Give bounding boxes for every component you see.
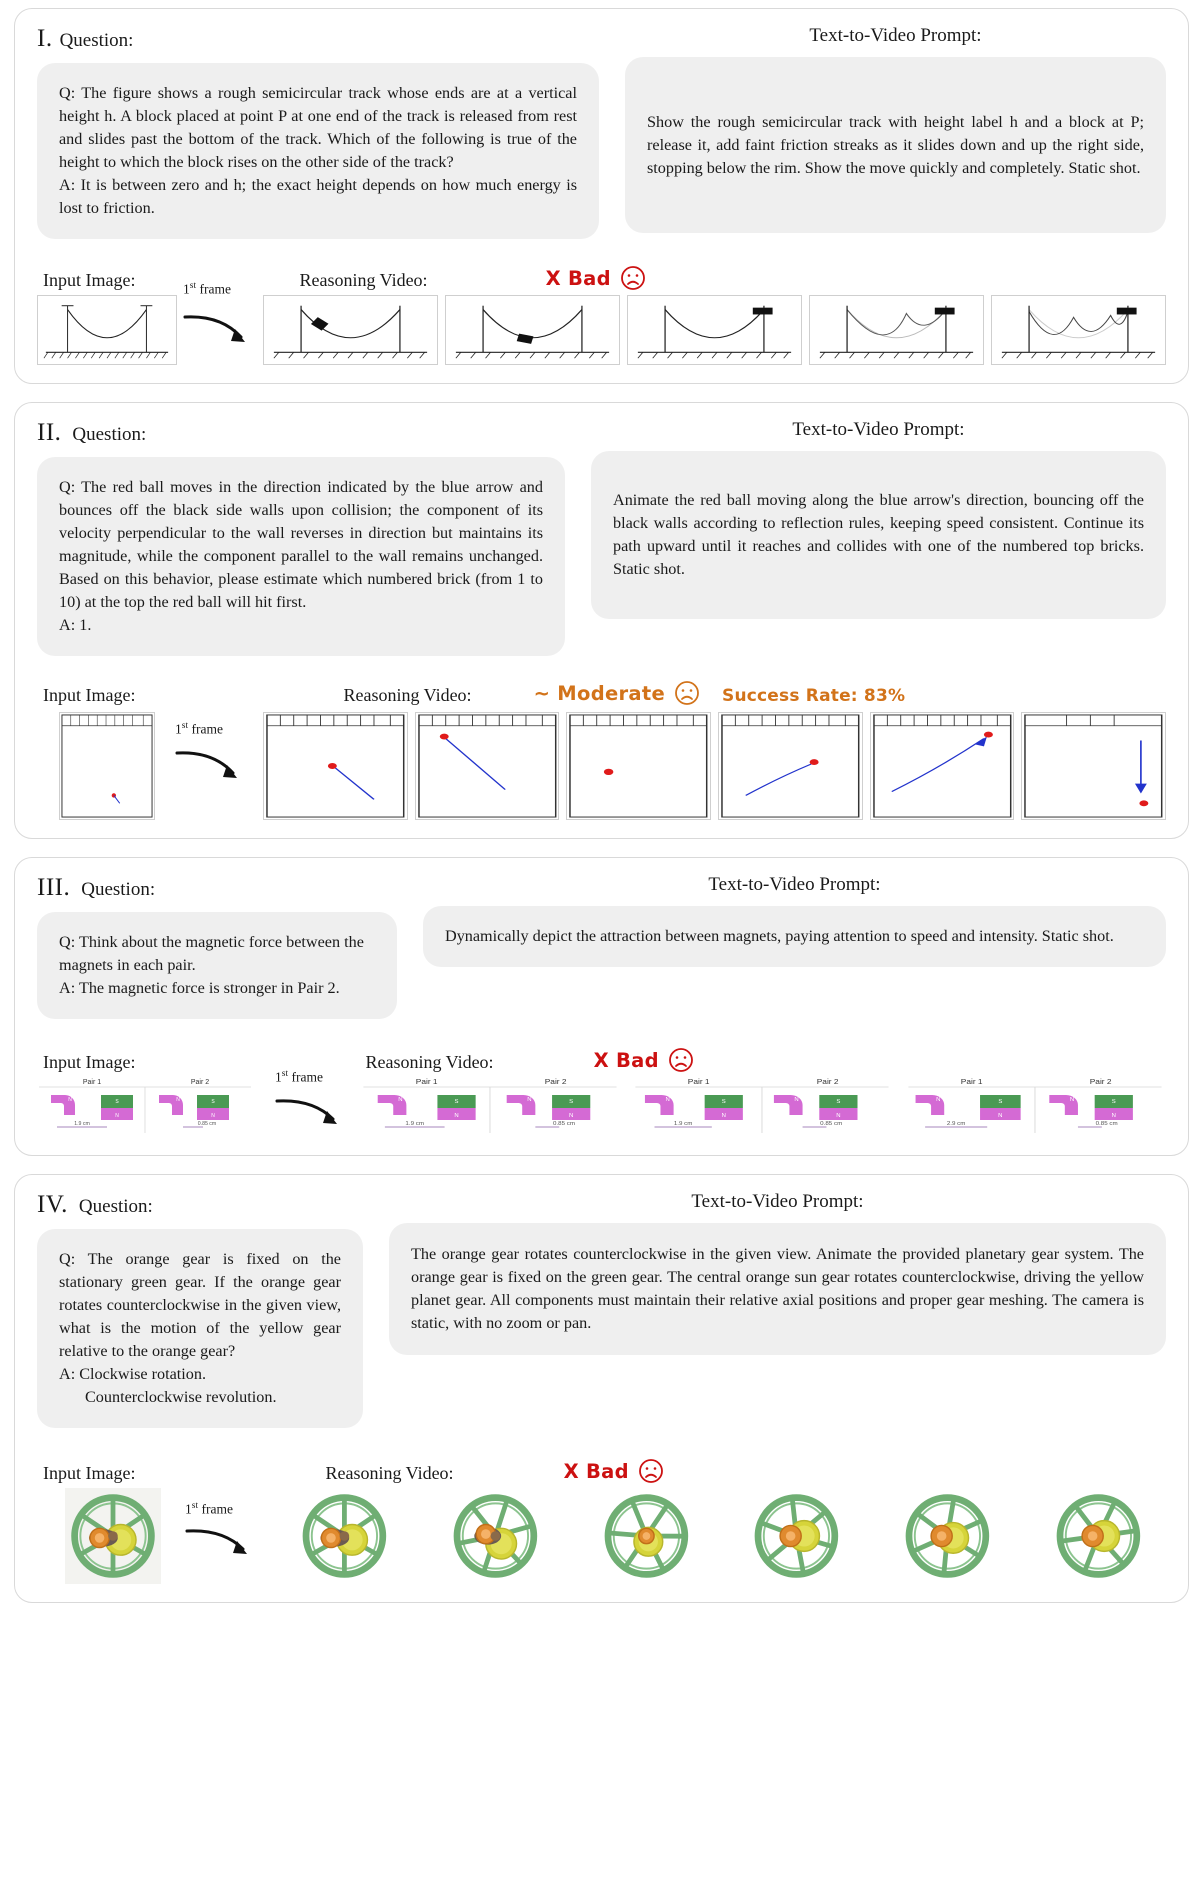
svg-text:Pair 1: Pair 1 [688, 1077, 710, 1086]
section-3-heading [37, 874, 397, 902]
frame3-svg-1 [361, 1075, 621, 1137]
reasoning-video-label: Reasoning Video: [299, 270, 428, 290]
frame3-svg-2 [633, 1075, 893, 1137]
input-image-label: Input Image: [43, 270, 136, 290]
svg-text:Pair 2: Pair 2 [1089, 1077, 1112, 1086]
svg-text:N: N [1069, 1097, 1074, 1103]
curved-arrow-icon [169, 735, 255, 797]
pair2-caption: Pair 2 [190, 1079, 210, 1086]
svg-text:S: S [569, 1099, 574, 1105]
section-card-4 [14, 1174, 1189, 1603]
video-frame [880, 1488, 1015, 1584]
reasoning-video-label: Reasoning Video: [325, 1463, 454, 1483]
video-frame [906, 1075, 1166, 1137]
sad-face-icon [668, 1047, 694, 1073]
svg-text:N: N [176, 1097, 180, 1103]
section-4-media-row [37, 1488, 1166, 1584]
svg-text:0.85 cm: 0.85 cm [552, 1121, 576, 1127]
frame4-svg-6 [1031, 1488, 1166, 1584]
neutral-sad-face-icon [674, 680, 700, 706]
svg-text:N: N [721, 1113, 727, 1119]
video-frame [633, 1075, 893, 1137]
input-image-thumb-4 [65, 1488, 161, 1584]
section-card-3 [14, 857, 1189, 1156]
section-card-2 [14, 402, 1189, 839]
svg-text:Pair 2: Pair 2 [817, 1077, 839, 1086]
prompt-text: Dynamically depict the attraction between magnets, paying attention to speed and intensity. Static shot. [445, 927, 1114, 945]
section-numeral: II. [37, 419, 62, 446]
question-bubble-1 [37, 63, 599, 239]
section-3-media-row [37, 1069, 1166, 1137]
section-1-media-row [37, 281, 1166, 365]
svg-text:N: N [454, 1113, 459, 1119]
pair1-caption: Pair 1 [82, 1079, 102, 1086]
rating-text: ~ Moderate [533, 681, 665, 705]
first-frame-label: 1st frame [185, 1501, 233, 1517]
input-image-label: Input Image: [43, 1052, 136, 1072]
svg-text:Pair 2: Pair 2 [544, 1077, 567, 1086]
video-frame [415, 712, 560, 820]
svg-text:0.85 cm: 0.85 cm [1095, 1121, 1118, 1127]
video-frame [729, 1488, 864, 1584]
question-text: Q: The figure shows a rough semicircular track whose ends are at a vertical height h. A block placed at point P at one end of the track is released from rest and slides past the bottom of the track. Which of the following is true of the height to which the block rises on the other side of the track? [59, 84, 577, 171]
frame2-svg-2 [416, 713, 559, 819]
svg-text:N: N [115, 1113, 119, 1119]
frame2-svg-3 [567, 713, 710, 819]
video-frame [361, 1075, 621, 1137]
first-frame-label: 1st frame [183, 281, 231, 297]
video-frame [277, 1488, 412, 1584]
svg-text:0.85 cm: 0.85 cm [820, 1121, 843, 1127]
video-frame [718, 712, 863, 820]
prompt-bubble-1 [625, 57, 1166, 233]
svg-text:1.9 cm: 1.9 cm [674, 1121, 693, 1127]
frame2-svg-6 [1022, 713, 1165, 819]
input-image-label: Input Image: [43, 1463, 136, 1483]
svg-text:S: S [1111, 1099, 1116, 1105]
video-frame [263, 712, 408, 820]
svg-text:N: N [794, 1097, 800, 1103]
section-numeral: III. [37, 874, 71, 901]
question-text: Q: Think about the magnetic force between the magnets in each pair. [59, 933, 364, 974]
svg-text:N: N [527, 1097, 532, 1103]
svg-text:N: N [569, 1113, 574, 1119]
first-frame-label: 1st frame [175, 721, 223, 737]
section-2-media-row [37, 712, 1166, 820]
question-bubble-4 [37, 1229, 363, 1428]
prompt-title: Text-to-Video Prompt: [708, 874, 881, 895]
section-4-heading [37, 1191, 363, 1219]
question-text: Q: The red ball moves in the direction indicated by the blue arrow and bounces off the black side walls upon collision; the component of its velocity perpendicular to the wall reverses in direction but maintains its magnitude, while the component parallel to the wall remains unchanged. Based on this behavior, please estimate which numbered brick (from 1 to 10) at the top the red ball will hit first. [59, 478, 543, 611]
reasoning-frames-2 [263, 712, 1166, 820]
frame-svg-1 [264, 296, 437, 364]
section-2-heading [37, 419, 565, 447]
svg-text:N: N [997, 1113, 1003, 1119]
section-2-media-header [37, 672, 1166, 706]
frame4-svg-2 [428, 1488, 563, 1584]
svg-text:2.9 cm: 2.9 cm [946, 1121, 966, 1127]
input-image-thumb-3 [37, 1075, 255, 1137]
reasoning-video-label: Reasoning Video: [343, 685, 472, 705]
reasoning-frames-1 [263, 295, 1166, 365]
frame-svg-3 [628, 296, 801, 364]
first-frame-arrow-2 [169, 721, 255, 797]
rating-badge-1 [546, 265, 646, 291]
svg-text:N: N [665, 1097, 671, 1103]
video-frame [428, 1488, 563, 1584]
input-image-label: Input Image: [43, 685, 136, 705]
frame2-svg-5 [871, 713, 1014, 819]
prompt-text: The orange gear rotates counterclockwise in the given view. Animate the provided planetary gear system. The orange gear is fixed on the green gear. The central orange sun gear rotates counterclockwise, driving the yellow planet gear. All components must maintain their relative axial positions and proper gear meshing. The camera is static, with no zoom or pan. [411, 1245, 1144, 1332]
section-3-top [37, 874, 1166, 1019]
reasoning-video-label: Reasoning Video: [365, 1052, 494, 1072]
first-frame-arrow-3 [269, 1069, 355, 1137]
rating-text: X Bad [563, 1459, 629, 1483]
frame-svg-4 [810, 296, 983, 364]
section-1-top [37, 25, 1166, 239]
first-frame-label: 1st frame [275, 1069, 323, 1085]
video-frame [566, 712, 711, 820]
video-frame [627, 295, 802, 365]
frame4-svg-4 [729, 1488, 864, 1584]
video-frame [579, 1488, 714, 1584]
rating-text: X Bad [545, 266, 611, 290]
input-image-thumb-2 [59, 712, 155, 820]
question-label: Question: [59, 30, 134, 51]
frame2-svg-4 [719, 713, 862, 819]
answer-text: A: Clockwise rotation. [59, 1365, 207, 1383]
frame4-svg-1 [277, 1488, 412, 1584]
section-2-top [37, 419, 1166, 656]
svg-text:S: S [211, 1099, 215, 1105]
frame2-svg-1 [264, 713, 407, 819]
prompt-title: Text-to-Video Prompt: [809, 25, 982, 46]
section-numeral: I. [37, 25, 53, 52]
prompt-text: Show the rough semicircular track with height label h and a block at P; release it, add faint friction streaks as it slides down and up the right side, stopping below the rim. Show the move quickly and completely. Static shot. [647, 112, 1144, 177]
video-frame [263, 295, 438, 365]
frame4-svg-5 [880, 1488, 1015, 1584]
svg-text:1.9 cm: 1.9 cm [405, 1121, 425, 1127]
video-frame [870, 712, 1015, 820]
frame4-svg-3 [579, 1488, 714, 1584]
success-rate-text: Success Rate: 83% [722, 686, 906, 706]
rating-badge-3 [594, 1047, 694, 1073]
section-numeral: IV. [37, 1191, 68, 1218]
svg-text:N: N [68, 1097, 72, 1103]
svg-text:1.9 cm: 1.9 cm [74, 1121, 90, 1127]
frame3-svg-3 [906, 1075, 1166, 1137]
semicircular-track-input-svg [38, 296, 176, 364]
first-frame-arrow-4 [179, 1501, 265, 1567]
rating-badge-4 [564, 1458, 664, 1484]
input-image-thumb-1 [37, 295, 177, 365]
svg-text:N: N [1111, 1113, 1116, 1119]
svg-text:0.85 cm: 0.85 cm [197, 1121, 217, 1127]
prompt-bubble-3 [423, 906, 1166, 967]
prompt-bubble-4 [389, 1223, 1166, 1355]
svg-text:S: S [454, 1099, 459, 1105]
reasoning-frames-3 [361, 1075, 1166, 1137]
planetary-gear-input-svg [65, 1488, 161, 1584]
svg-text:N: N [836, 1113, 841, 1119]
question-bubble-3 [37, 912, 397, 1019]
reasoning-frames-4 [277, 1488, 1166, 1584]
svg-text:Pair 1: Pair 1 [415, 1077, 438, 1086]
svg-text:S: S [722, 1099, 727, 1105]
question-text: Q: The orange gear is fixed on the stationary green gear. If the orange gear rotates counterclockwise in the given view, what is the motion of the yellow gear relative to the orange gear? [59, 1250, 341, 1360]
frame-svg-5 [992, 296, 1165, 364]
svg-text:N: N [398, 1097, 403, 1103]
svg-text:N: N [211, 1113, 215, 1119]
section-4-media-header [37, 1450, 1166, 1484]
svg-text:S: S [115, 1099, 119, 1105]
magnet-pairs-input-svg [37, 1075, 255, 1137]
svg-text:N: N [935, 1097, 941, 1103]
video-frame [809, 295, 984, 365]
prompt-title: Text-to-Video Prompt: [691, 1191, 864, 1212]
question-bubble-2 [37, 457, 565, 656]
ball-box-input-svg [60, 713, 154, 819]
prompt-title: Text-to-Video Prompt: [792, 419, 965, 440]
question-label: Question: [72, 424, 147, 445]
video-frame [445, 295, 620, 365]
sad-face-icon [638, 1458, 664, 1484]
rating-text: X Bad [593, 1048, 659, 1072]
curved-arrow-icon [177, 299, 263, 361]
question-label: Question: [81, 879, 156, 900]
answer-text: A: The magnetic force is stronger in Pair 2. [59, 979, 340, 997]
section-card-1 [14, 8, 1189, 384]
section-4-top [37, 1191, 1166, 1428]
prompt-text: Animate the red ball moving along the blue arrow's direction, bouncing off the black walls according to reflection rules, keeping speed consistent. Continue its path upward until it reaches and collides with one of the numbered top bricks. Static shot. [613, 491, 1144, 578]
section-3-media-header [37, 1039, 1166, 1073]
svg-text:Pair 1: Pair 1 [960, 1077, 983, 1086]
sad-face-icon [620, 265, 646, 291]
question-label: Question: [78, 1196, 153, 1217]
svg-text:S: S [998, 1099, 1002, 1105]
video-frame [1031, 1488, 1166, 1584]
answer-text: A: It is between zero and h; the exact height depends on how much energy is lost to friction. [59, 176, 577, 217]
rating-badge-2 [534, 680, 700, 706]
frame-svg-2 [446, 296, 619, 364]
answer-extra-text: Counterclockwise revolution. [85, 1388, 277, 1406]
prompt-bubble-2 [591, 451, 1166, 619]
video-frame [991, 295, 1166, 365]
section-1-heading [37, 25, 599, 53]
svg-text:S: S [836, 1099, 841, 1105]
answer-text: A: 1. [59, 616, 92, 634]
first-frame-arrow-1 [177, 281, 263, 361]
video-frame [1021, 712, 1166, 820]
